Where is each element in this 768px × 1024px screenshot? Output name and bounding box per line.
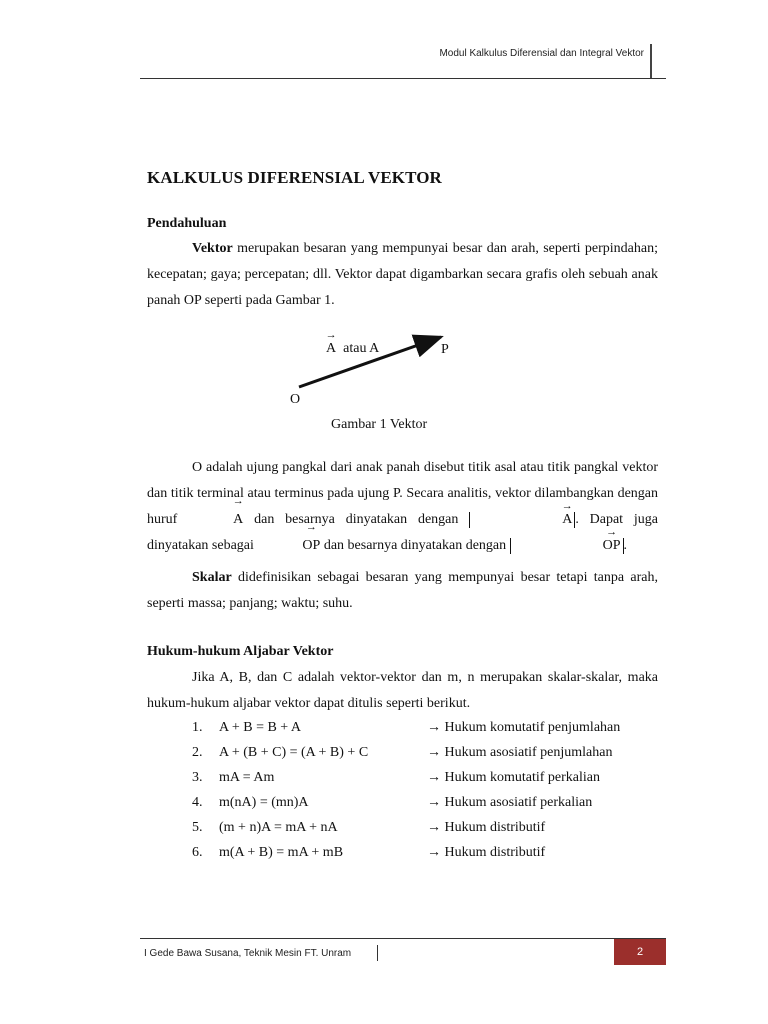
figure-label-vector: → A atau A: [326, 341, 379, 357]
list-item: 4. m(nA) = (mn)A → Hukum asosiatif perkalian: [192, 795, 593, 810]
section-heading-laws: Hukum-hukum Aljabar Vektor: [147, 644, 334, 659]
paragraph-scalar: Skalar didefinisikan sebagai besaran yang mempunyai besar tetapi tanpa arah, seperti massa; panjang; waktu; suhu.: [147, 570, 658, 611]
list-item: 1. A + B = B + A → Hukum komutatif penjumlahan: [192, 720, 621, 735]
figure-label-o: O: [290, 392, 301, 407]
figure-label-p: P: [441, 342, 449, 357]
page-footer: [140, 938, 666, 967]
footer-author: I Gede Bawa Susana, Teknik Mesin FT. Unram: [144, 948, 352, 959]
list-item: 6. m(A + B) = mA + mB → Hukum distributif: [192, 845, 546, 860]
paragraph-vector-notation: O adalah ujung pangkal dari anak panah disebut titik asal atau titik pangkal vektor dan titik terminal atau terminus pada ujung P. Secara analitis, vektor dilambangkan dengan huruf → A dan besarnya dinyatakan dengan → A . Dapat juga dinyatakan sebagai → OP dan besarnya dinyatakan dengan → OP .: [147, 455, 658, 559]
figure-vector: [147, 330, 658, 440]
arrow-right-icon: →: [427, 820, 441, 835]
chapter-title: KALKULUS DIFERENSIAL VEKTOR: [147, 168, 442, 187]
symbol-magnitude-a: → A: [469, 512, 575, 528]
header-divider: [650, 44, 652, 78]
header-title: Modul Kalkulus Diferensial dan Integral Vektor: [439, 48, 644, 59]
symbol-vector-a: → A: [188, 507, 243, 533]
arrow-right-icon: →: [427, 720, 441, 735]
arrow-right-icon: →: [427, 795, 441, 810]
page-number: 2: [614, 939, 666, 965]
paragraph-intro-text: merupakan besaran yang mempunyai besar dan arah, seperti perpindahan; kecepatan; gaya; percepatan; dll. Vektor dapat digambarkan secara grafis oleh sebuah anak panah OP seperti pada Gambar 1.: [147, 241, 658, 308]
figure-caption: Gambar 1 Vektor: [331, 417, 428, 432]
paragraph-intro: [147, 236, 658, 314]
term-vektor: Vektor: [192, 241, 233, 256]
symbol-vector-op: → OP: [257, 533, 320, 559]
list-item: 3. mA = Am → Hukum komutatif perkalian: [192, 770, 601, 785]
list-item: 5. (m + n)A = mA + nA → Hukum distributif: [192, 820, 546, 835]
page-header: [140, 40, 666, 79]
paragraph-laws-intro: Jika A, B, dan C adalah vektor-vektor dan m, n merupakan skalar-skalar, maka hukum-hukum aljabar vektor dapat ditulis seperti berikut.: [147, 670, 658, 711]
arrow-right-icon: →: [427, 845, 441, 860]
list-item: 2. A + (B + C) = (A + B) + C → Hukum asosiatif penjumlahan: [192, 745, 613, 760]
section-heading-intro: Pendahuluan: [147, 216, 227, 231]
symbol-magnitude-op: → OP: [510, 538, 624, 554]
term-skalar: Skalar: [192, 570, 232, 585]
arrow-right-icon: →: [427, 745, 441, 760]
footer-divider: [377, 945, 378, 961]
arrow-right-icon: →: [427, 770, 441, 785]
